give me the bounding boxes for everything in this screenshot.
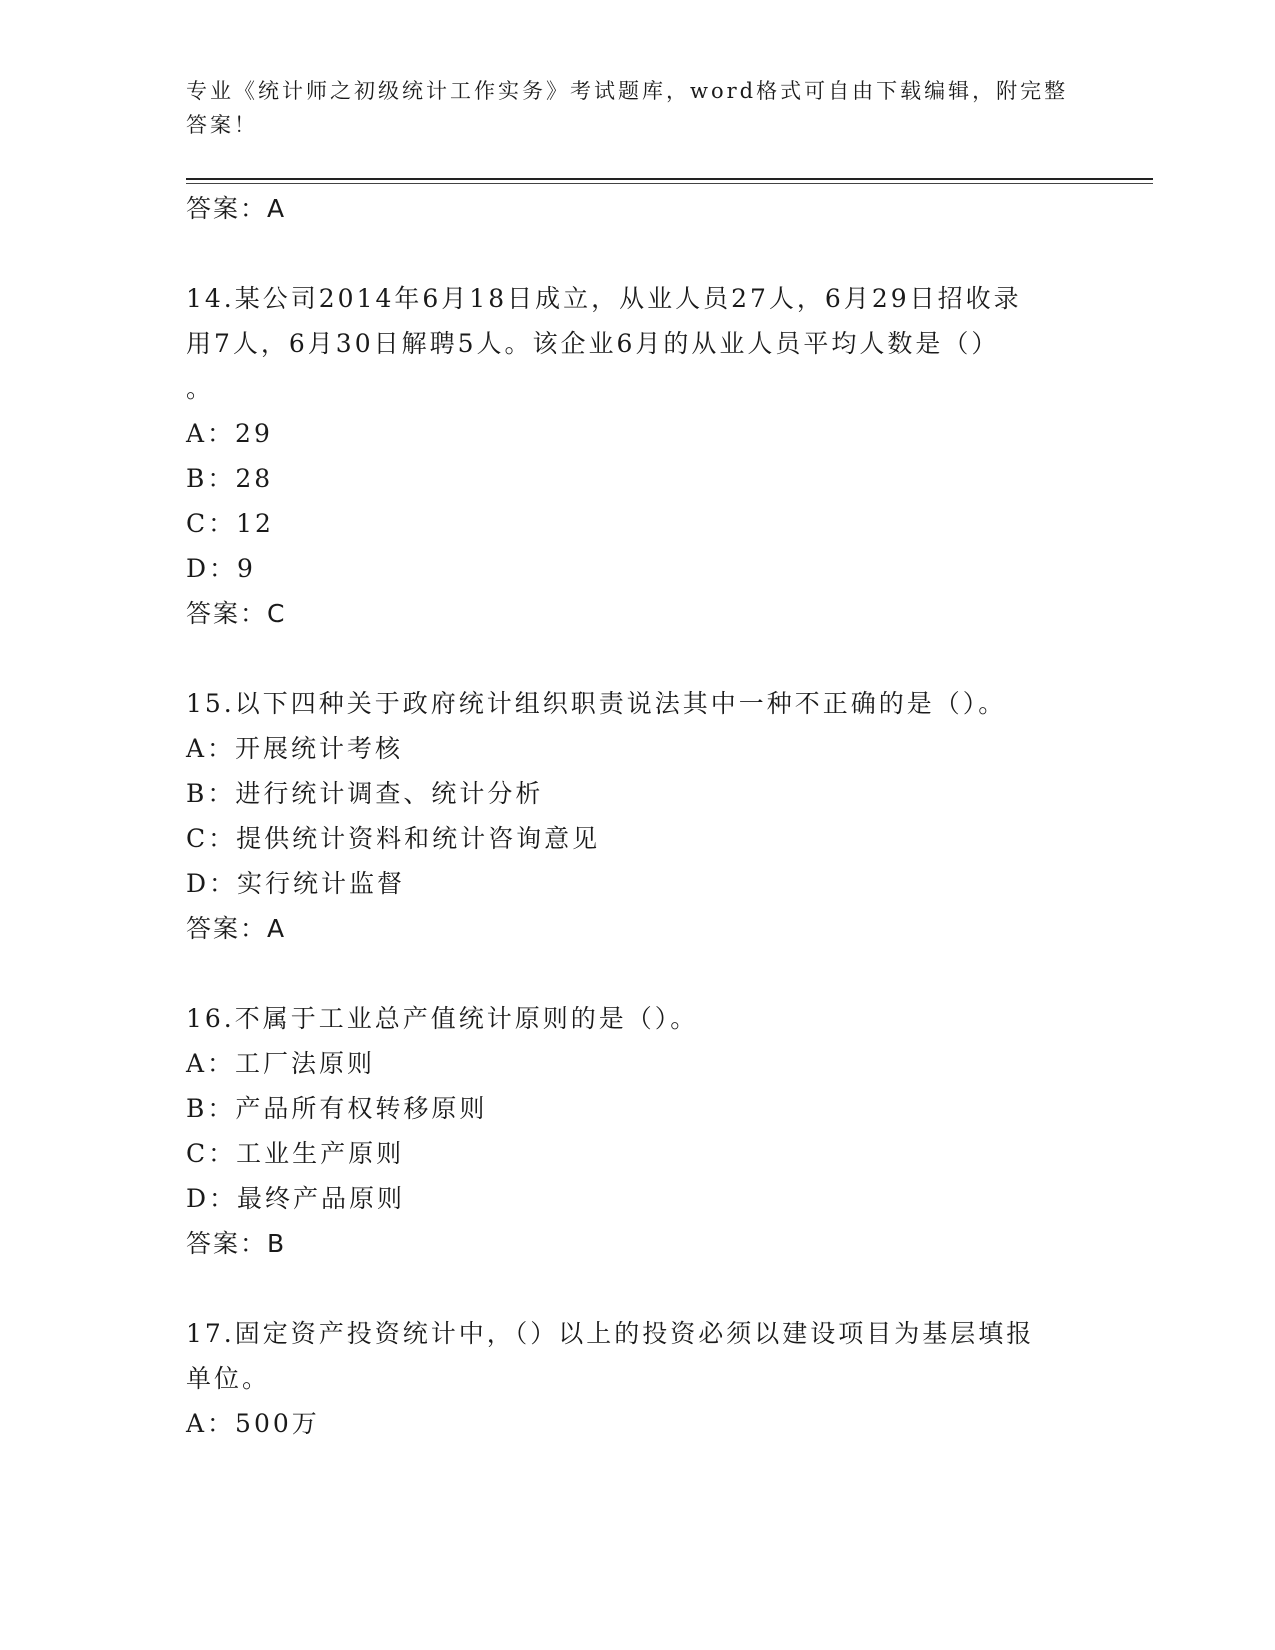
option-a: A：开展统计考核 [186,734,404,763]
page-header [186,74,1086,142]
option-b: B：产品所有权转移原则 [186,1094,488,1123]
question-list [186,186,1086,1446]
option-b: B：28 [186,464,274,493]
option-a: A：29 [186,419,273,448]
option-c: C：提供统计资料和统计咨询意见 [186,824,601,853]
header-divider-thin [186,183,1153,184]
option-d: D：9 [186,554,256,583]
question-16 [186,996,1086,1266]
question-stem-line: 用7人，6月30日解聘5人。该企业6月的从业人员平均人数是（） [186,329,1000,358]
question-17 [186,1311,1086,1446]
question-stem-line: 。 [186,374,215,403]
answer-label: 答案：A [186,194,287,223]
option-c: C：12 [186,509,274,538]
option-d: D：实行统计监督 [186,869,406,898]
answer-label: 答案：A [186,914,287,943]
question-stem-line: 17.固定资产投资统计中，（）以上的投资必须以建设项目为基层填报 [186,1319,1035,1348]
header-text: 专业《统计师之初级统计工作实务》考试题库，word格式可自由下载编辑，附完整答案！ [186,79,1069,137]
option-c: C：工业生产原则 [186,1139,405,1168]
option-b: B：进行统计调查、统计分析 [186,779,544,808]
option-a: A：工厂法原则 [186,1049,376,1078]
question-15 [186,681,1086,951]
answer-label: 答案：B [186,1229,287,1258]
answer-label: 答案：C [186,599,287,628]
question-stem-line: 15.以下四种关于政府统计组织职责说法其中一种不正确的是（）。 [186,689,1007,718]
question-14 [186,276,1086,636]
option-a: A：500万 [186,1409,320,1438]
question-stem-line: 单位。 [186,1364,271,1393]
option-d: D：最终产品原则 [186,1184,406,1213]
header-divider-thick [186,178,1153,180]
question-stem-line: 14.某公司2014年6月18日成立，从业人员27人，6月29日招收录 [186,284,1022,313]
question-stem-line: 16.不属于工业总产值统计原则的是（）。 [186,1004,699,1033]
